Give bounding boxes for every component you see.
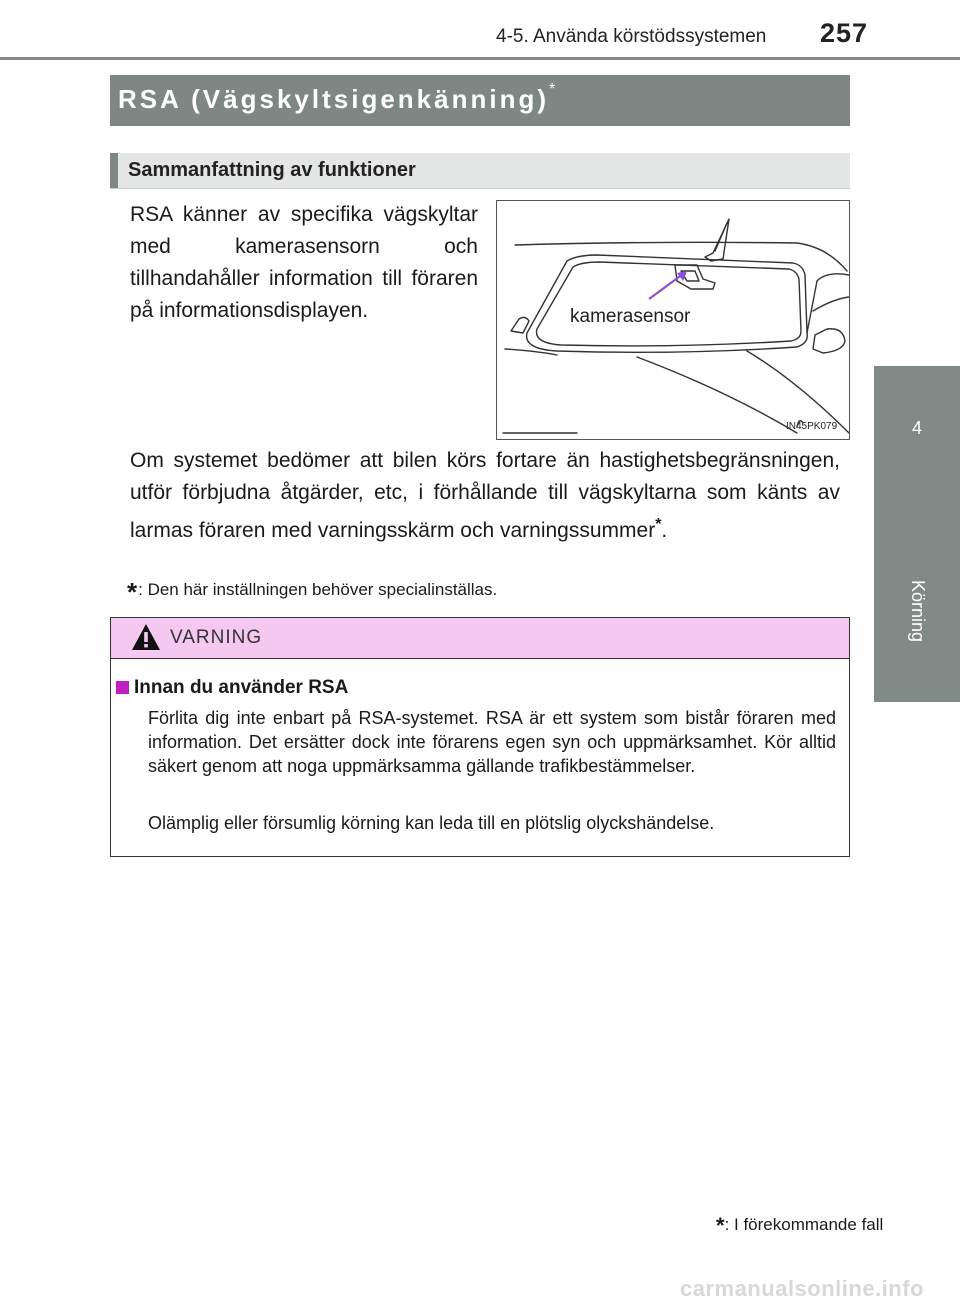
running-header-section: 4-5. Använda körstödssystemen <box>496 26 767 47</box>
body-paragraph-marker: * <box>655 516 662 533</box>
subheader-accent <box>110 153 118 188</box>
warning-triangle-icon <box>130 622 162 652</box>
section-title <box>118 81 556 115</box>
body-paragraph-text: Om systemet bedömer att bilen körs fortare än hastighetsbegränsningen, utför förbjudna åtgärder, etc, i förhållande till vägskyltarna som känts av larmas föraren med varningsskärm och varningssummer <box>130 449 840 542</box>
illustration-label: kamerasensor <box>570 306 691 327</box>
watermark: carmanualsonline.info <box>680 1276 924 1301</box>
intro-paragraph: RSA känner av specifika vägskyltar med kamerasensorn och tillhandahåller information till föraren på informationsdisplayen. <box>130 203 478 322</box>
warning-paragraph-2: Olämplig eller försumlig körning kan leda till en plötslig olyckshändelse. <box>148 813 715 833</box>
footnote-text: : Den här inställningen behöver specialinställas. <box>138 580 498 599</box>
section-title-text: RSA (Vägskyltsigenkänning) <box>118 84 549 114</box>
availability-note <box>716 1210 883 1236</box>
warning-paragraph-1: Förlita dig inte enbart på RSA-systemet. RSA är ett system som bistår föraren med information. Det ersätter dock inte förarens egen syn och uppmärksamhet. Kör alltid säkert genom att noga uppmärksamma gällande trafikbestämmelser. <box>148 708 836 776</box>
body-paragraph-end: . <box>661 519 668 542</box>
illustration-code: IN45PK079 <box>786 421 838 432</box>
chapter-label: Körning <box>908 580 928 643</box>
availability-text: : I förekommande fall <box>724 1215 884 1234</box>
warning-subheading: Innan du använder RSA <box>134 677 349 698</box>
warning-bullet-square <box>116 681 129 694</box>
warning-title: VARNING <box>170 627 263 648</box>
page-number: 257 <box>820 18 869 48</box>
chapter-number: 4 <box>911 418 922 438</box>
subheader-title: Sammanfattning av funktioner <box>128 159 416 181</box>
footnote <box>127 571 498 607</box>
footnote-marker: * <box>127 577 138 607</box>
chapter-side-tab <box>874 366 960 702</box>
title-marker: * <box>549 81 556 99</box>
pointer-line <box>649 274 683 299</box>
header-rule <box>0 57 960 60</box>
availability-marker: * <box>716 1213 725 1238</box>
body-paragraph <box>130 445 840 547</box>
